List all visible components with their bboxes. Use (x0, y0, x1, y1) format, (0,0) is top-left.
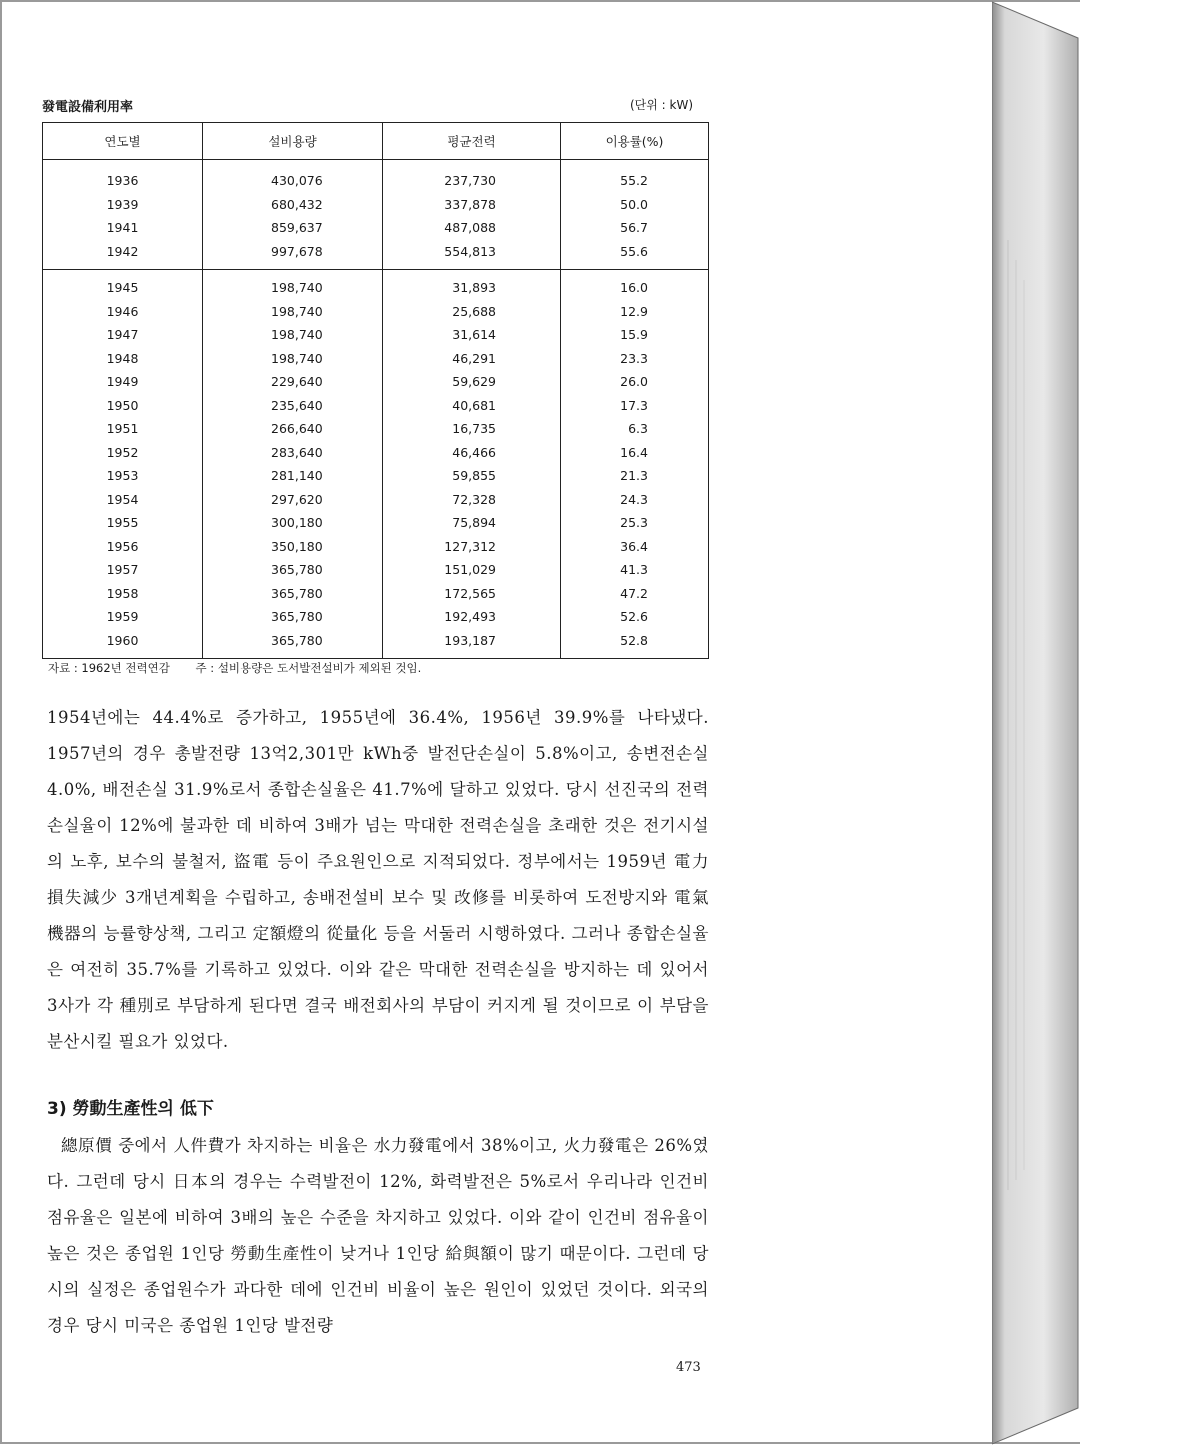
cell-average-power: 487,088 (383, 216, 561, 240)
cell-average-power: 75,894 (383, 511, 561, 535)
table-footnote: 주 : 설비용량은 도서발전설비가 제외된 것임. (195, 661, 422, 675)
table-row (43, 582, 709, 606)
table-row (43, 441, 709, 465)
table-row (43, 605, 709, 629)
cell-average-power: 46,291 (383, 347, 561, 371)
book-edge (992, 0, 1188, 1446)
cell-utilization-rate: 55.6 (561, 240, 709, 270)
table-source: 자료 : 1962년 전력연감 (48, 661, 170, 675)
table-row (43, 535, 709, 559)
cell-capacity: 350,180 (203, 535, 383, 559)
cell-utilization-rate: 55.2 (620, 173, 648, 189)
cell-year: 1953 (43, 464, 203, 488)
cell-capacity: 235,640 (203, 394, 383, 418)
cell-average-power: 192,493 (383, 605, 561, 629)
cell-average-power: 193,187 (383, 629, 561, 659)
cell-year: 1950 (43, 394, 203, 418)
cell-utilization-rate: 50.0 (620, 196, 648, 212)
table-row (43, 511, 709, 535)
header-year: 연도별 (43, 123, 203, 160)
paragraph-2: 總原價 중에서 人件費가 차지하는 비율은 水力發電에서 38%이고, 火力發電은 26%였다. 그런데 당시 日本의 경우는 수력발전이 12%, 화력발전은 5%로서 우리나라 인건비 점유율은 일본에 비하여 3배의 높은 수준을 차지하고 있었다. 이와 같이 인건비 점유율이 높은 것은 종업원 1인당 勞動生產性이 낮거나 1인당 給與額이 많기 때문이다. 그런데 당시의 실정은 종업원수가 과다한 데에 인건비 비율이 높은 원인이 있었던 것이다. 외국의 경우 당시 미국은 종업원 1인당 발전량 (47, 1136, 709, 1335)
table-row (43, 394, 709, 418)
section-heading: 3) 勞動生產性의 低下 (47, 1099, 214, 1119)
cell-capacity: 859,637 (203, 216, 383, 240)
cell-year: 1951 (43, 417, 203, 441)
cell-year: 1948 (43, 347, 203, 371)
cell-average-power: 31,893 (383, 270, 561, 300)
cell-year: 1936 (43, 160, 203, 193)
table-row (43, 323, 709, 347)
cell-average-power: 46,466 (383, 441, 561, 465)
cell-year: 1939 (43, 193, 203, 217)
cell-capacity: 365,780 (203, 629, 383, 659)
cell-average-power: 554,813 (383, 240, 561, 270)
cell-utilization-rate: 52.8 (620, 632, 648, 648)
cell-average-power: 25,688 (383, 300, 561, 324)
cell-year: 1957 (43, 558, 203, 582)
cell-capacity: 198,740 (203, 270, 383, 300)
cell-utilization-rate: 52.6 (620, 609, 648, 625)
cell-year: 1958 (43, 582, 203, 606)
table-row (43, 193, 709, 217)
cell-year: 1955 (43, 511, 203, 535)
cell-utilization-rate: 23.3 (620, 350, 648, 366)
cell-capacity: 365,780 (203, 558, 383, 582)
cell-average-power: 151,029 (383, 558, 561, 582)
cell-average-power: 337,878 (383, 193, 561, 217)
table-row (43, 240, 709, 270)
table-row (43, 417, 709, 441)
cell-utilization-rate: 12.9 (620, 303, 648, 319)
cell-utilization-rate: 25.3 (620, 515, 648, 531)
cell-capacity: 365,780 (203, 582, 383, 606)
cell-utilization-rate: 41.3 (620, 562, 648, 578)
cell-capacity: 997,678 (203, 240, 383, 270)
cell-average-power: 59,855 (383, 464, 561, 488)
cell-year: 1952 (43, 441, 203, 465)
cell-average-power: 72,328 (383, 488, 561, 512)
cell-utilization-rate: 24.3 (620, 491, 648, 507)
cell-utilization-rate: 47.2 (620, 585, 648, 601)
cell-year: 1954 (43, 488, 203, 512)
table-row (43, 488, 709, 512)
cell-utilization-rate: 21.3 (620, 468, 648, 484)
cell-year: 1959 (43, 605, 203, 629)
table-note (48, 660, 443, 676)
table-row (43, 270, 709, 300)
cell-utilization-rate: 6.3 (628, 421, 648, 437)
cell-year: 1945 (43, 270, 203, 300)
cell-year: 1941 (43, 216, 203, 240)
cell-capacity: 198,740 (203, 323, 383, 347)
cell-capacity: 283,640 (203, 441, 383, 465)
cell-year: 1960 (43, 629, 203, 659)
table-row (43, 160, 709, 193)
table-row (43, 300, 709, 324)
cell-capacity: 297,620 (203, 488, 383, 512)
utilization-table (42, 122, 709, 659)
header-utilization-rate: 이용률(%) (561, 123, 709, 160)
cell-utilization-rate: 16.0 (620, 280, 648, 296)
cell-average-power: 59,629 (383, 370, 561, 394)
cell-capacity: 198,740 (203, 300, 383, 324)
paragraph-1: 1954년에는 44.4%로 증가하고, 1955년에 36.4%, 1956년 39.9%를 나타냈다. 1957년의 경우 총발전량 13억2,301만 kWh중 발전단손실이 5.8%이고, 송변전손실 4.0%, 배전손실 31.9%로서 종합손실율은 41.7%에 달하고 있었다. 당시 선진국의 전력손실율이 12%에 불과한 데 비하여 3배가 넘는 막대한 전력손실을 초래한 것은 전기시설의 노후, 보수의 불철저, 盜電 등이 주요원인으로 지적되었다. 정부에서는 1959년 電力損失減少 3개년계획을 수립하고, 송배전설비 보수 및 改修를 비롯하여 도전방지와 電氣機器의 능률향상책, 그리고 定額燈의 從量化 등을 서둘러 시행하였다. 그러나 종합손실율은 여전히 35.7%를 기록하고 있었다. 이와 같은 막대한 전력손실을 방지하는 데 있어서 3사가 각 種別로 부담하게 된다면 결국 배전회사의 부담이 커지게 될 것이므로 이 부담을 분산시킬 필요가 있었다. (47, 708, 709, 1051)
cell-utilization-rate: 16.4 (620, 444, 648, 460)
cell-capacity: 229,640 (203, 370, 383, 394)
cell-average-power: 127,312 (383, 535, 561, 559)
table-row (43, 347, 709, 371)
cell-year: 1956 (43, 535, 203, 559)
table-row (43, 629, 709, 659)
cell-average-power: 237,730 (383, 160, 561, 193)
cell-average-power: 16,735 (383, 417, 561, 441)
table-row (43, 464, 709, 488)
cell-utilization-rate: 36.4 (620, 538, 648, 554)
cell-capacity: 430,076 (203, 160, 383, 193)
table-header-row (43, 123, 709, 160)
cell-utilization-rate: 26.0 (620, 374, 648, 390)
cell-capacity: 365,780 (203, 605, 383, 629)
cell-utilization-rate: 15.9 (620, 327, 648, 343)
cell-average-power: 172,565 (383, 582, 561, 606)
table-row (43, 216, 709, 240)
header-capacity: 설비용량 (203, 123, 383, 160)
cell-capacity: 680,432 (203, 193, 383, 217)
cell-average-power: 31,614 (383, 323, 561, 347)
cell-capacity: 300,180 (203, 511, 383, 535)
table-row (43, 370, 709, 394)
table-title: 發電設備利用率 (42, 100, 134, 115)
table-row (43, 558, 709, 582)
cell-year: 1942 (43, 240, 203, 270)
header-average-power: 평균전력 (383, 123, 561, 160)
cell-average-power: 40,681 (383, 394, 561, 418)
cell-utilization-rate: 17.3 (620, 397, 648, 413)
cell-capacity: 266,640 (203, 417, 383, 441)
page-number: 473 (676, 1360, 701, 1375)
table-unit: (단위 : kW) (630, 98, 694, 112)
cell-year: 1947 (43, 323, 203, 347)
cell-capacity: 198,740 (203, 347, 383, 371)
cell-utilization-rate: 56.7 (620, 220, 648, 236)
cell-year: 1949 (43, 370, 203, 394)
cell-capacity: 281,140 (203, 464, 383, 488)
cell-year: 1946 (43, 300, 203, 324)
